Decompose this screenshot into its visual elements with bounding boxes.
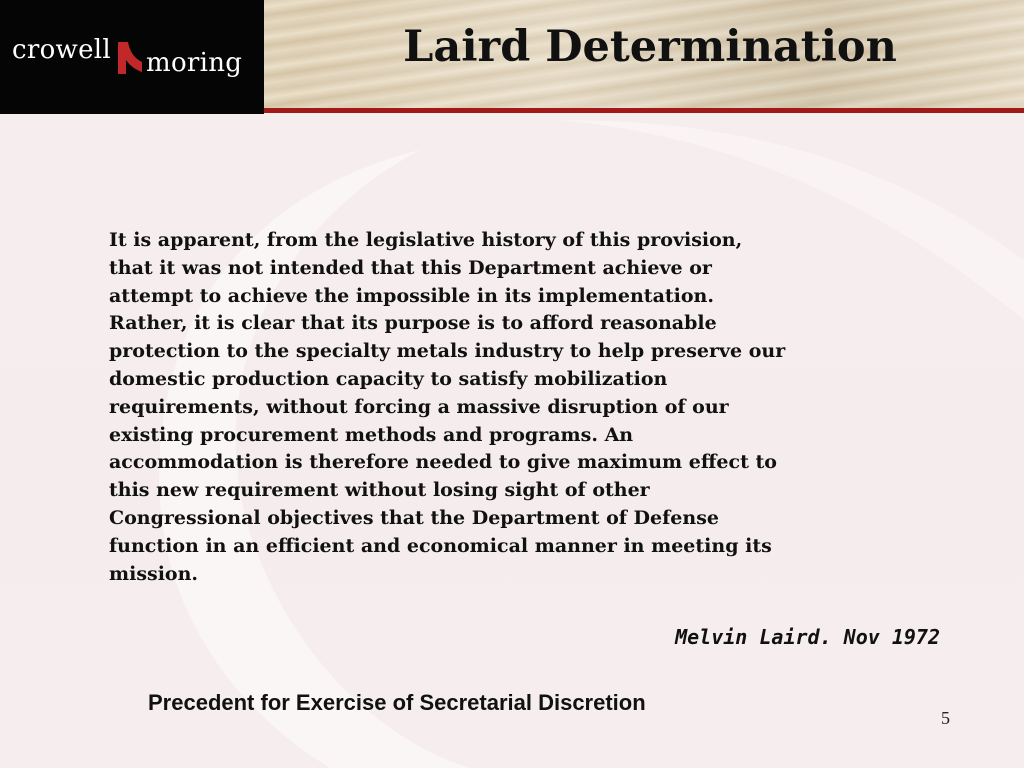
quote-attribution: Melvin Laird. Nov 1972 <box>675 625 940 649</box>
header-rule <box>264 108 1024 113</box>
logo-mark-icon <box>114 40 144 76</box>
logo-text-crowell: crowell <box>12 35 112 65</box>
page-number: 5 <box>941 708 950 728</box>
logo-text-moring: moring <box>146 48 243 78</box>
logo <box>0 0 264 114</box>
quote-text: It is apparent, from the legislative history of this provision, that it was not intended that this Department achieve or attempt to achieve the impossible in its implementation. Rather, it is clear that its purpose is to afford reasonable protection to the specialty metals industry to help preserve our domestic production capacity to satisfy mobilization requirements, without forcing a massive disruption of our existing procurement methods and programs. An accommodation is therefore needed to give maximum effect to this new requirement without losing sight of other Congressional objectives that the Department of Defense function in an efficient and economical manner in meeting its mission. <box>109 229 786 585</box>
slide-footer: Precedent for Exercise of Secretarial Discretion <box>148 690 646 715</box>
slide-title: Laird Determination <box>403 22 897 72</box>
